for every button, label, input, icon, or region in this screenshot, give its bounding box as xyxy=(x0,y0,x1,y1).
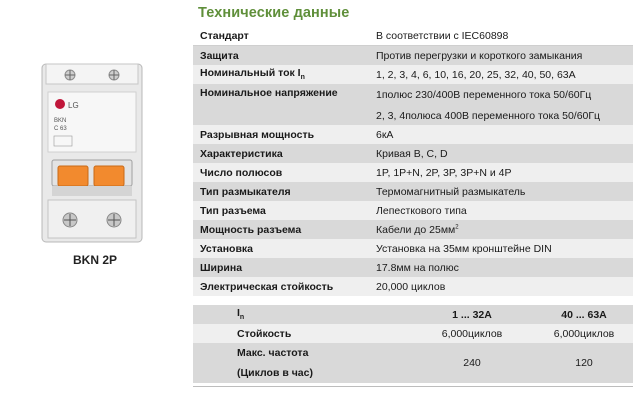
spec-row-protection xyxy=(193,46,633,66)
spec-value-superscript: 2 xyxy=(455,224,459,230)
spec-label xyxy=(193,65,372,84)
frequency-label xyxy=(193,343,409,383)
spec-row-connector xyxy=(193,201,633,220)
svg-text:LG: LG xyxy=(68,101,79,110)
spec-row-release xyxy=(193,182,633,201)
spec-value: Установка на 35мм кронштейне DIN xyxy=(372,239,633,258)
table-bottom-rule xyxy=(193,386,633,387)
spec-value: Термомагнитный размыкатель xyxy=(372,182,633,201)
spec-row-rated-voltage xyxy=(193,84,633,106)
spec-label-empty xyxy=(193,106,372,125)
spec-value: 6кА xyxy=(372,125,633,144)
spec-row-poles xyxy=(193,163,633,182)
spec-row-endurance xyxy=(193,277,633,296)
spec-label: Число полюсов xyxy=(193,163,372,182)
spec-row-rated-current xyxy=(193,65,633,84)
spec-row-characteristic xyxy=(193,144,633,163)
spec-label: Ширина xyxy=(193,258,372,277)
spec-row-breaking xyxy=(193,125,633,144)
endurance-frequency-row xyxy=(193,343,633,383)
spec-table xyxy=(193,26,633,296)
resistance-label: Стойкость xyxy=(193,324,409,343)
spec-value: 1, 2, 3, 4, 6, 10, 16, 20, 25, 32, 40, 50, 63А xyxy=(372,65,633,84)
spec-label: Мощность разъема xyxy=(193,220,372,239)
spec-value: 2, 3, 4полюса 400В переменного тока 50/60Гц xyxy=(372,106,633,125)
spec-label: Установка xyxy=(193,239,372,258)
spec-label: Электрическая стойкость xyxy=(193,277,372,296)
resistance-col2: 6,000циклов xyxy=(535,324,633,343)
spec-label-subscript: n xyxy=(300,74,305,82)
endurance-col2-header: 40 ... 63A xyxy=(535,305,633,324)
spec-value: 1P, 1P+N, 2P, 3P, 3P+N и 4P xyxy=(372,163,633,182)
spec-value: Кривая B, C, D xyxy=(372,144,633,163)
spec-label: Характеристика xyxy=(193,144,372,163)
spec-value xyxy=(372,220,633,239)
product-panel xyxy=(0,0,190,400)
endurance-subtable xyxy=(193,305,633,383)
frequency-label-line2: (Циклов в час) xyxy=(237,367,313,379)
svg-text:BKN: BKN xyxy=(54,118,67,124)
spec-label: Стандарт xyxy=(193,26,372,46)
frequency-label-line1: Макс. частота xyxy=(237,347,309,359)
frequency-col2: 120 xyxy=(535,343,633,383)
resistance-col1: 6,000циклов xyxy=(409,324,535,343)
spec-label: Разрывная мощность xyxy=(193,125,372,144)
circuit-breaker-image xyxy=(38,60,146,245)
section-title: Технические данные xyxy=(198,5,350,21)
spec-row-connector-capacity xyxy=(193,220,633,239)
spec-row-width xyxy=(193,258,633,277)
spec-value: В соответствии с IEC60898 xyxy=(372,26,633,46)
spec-value: Лепесткового типа xyxy=(372,201,633,220)
spec-value: Против перегрузки и короткого замыкания xyxy=(372,46,633,66)
spec-label-text: Номинальный ток I xyxy=(200,67,301,80)
in-label xyxy=(193,305,409,324)
spec-row-mounting xyxy=(193,239,633,258)
spec-value: 20,000 циклов xyxy=(372,277,633,296)
spec-row-standard xyxy=(193,26,633,46)
in-label-subscript: n xyxy=(239,314,245,322)
spec-value: 1полюс 230/400В переменного тока 50/60Гц xyxy=(372,84,633,106)
product-label: BKN 2P xyxy=(72,253,117,267)
spec-label: Номинальное напряжение xyxy=(193,84,372,106)
spec-label: Тип разъема xyxy=(193,201,372,220)
spec-value: 17.8мм на полюс xyxy=(372,258,633,277)
spec-row-rated-voltage-2 xyxy=(193,106,633,125)
endurance-resistance-row xyxy=(193,324,633,343)
spec-value-text: Кабели до 25мм xyxy=(376,223,456,236)
in-label-text: I xyxy=(237,307,240,320)
spec-label: Защита xyxy=(193,46,372,66)
spec-label: Тип размыкателя xyxy=(193,182,372,201)
frequency-col1: 240 xyxy=(409,343,535,383)
endurance-header-row xyxy=(193,305,633,324)
svg-text:C 63: C 63 xyxy=(54,126,67,132)
endurance-col1-header: 1 ... 32A xyxy=(409,305,535,324)
